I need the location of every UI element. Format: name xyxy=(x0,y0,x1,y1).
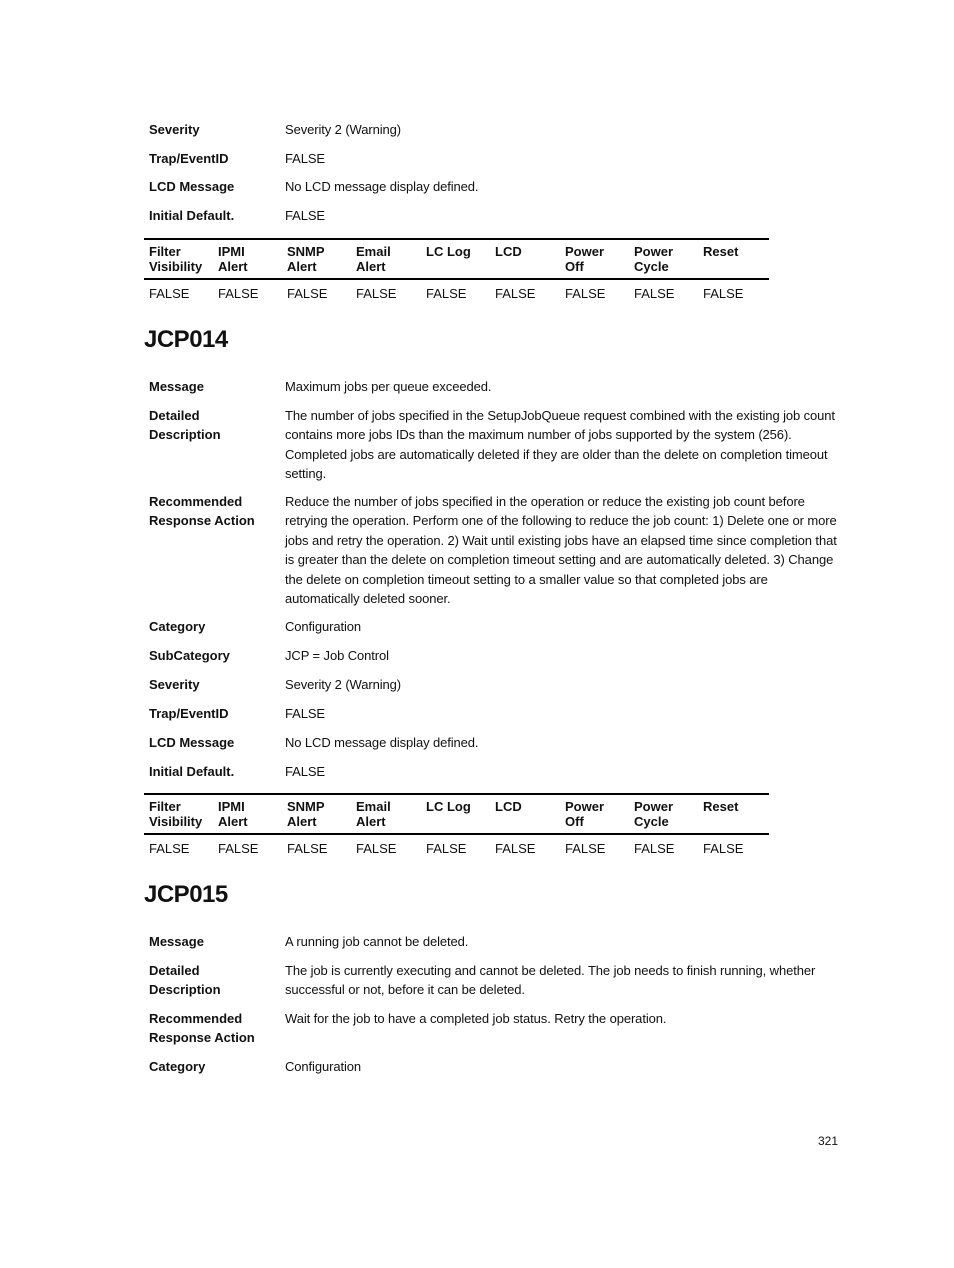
field-label: Recommended Response Action xyxy=(149,1011,255,1046)
column-header: SNMP Alert xyxy=(282,794,351,834)
column-header: Power Off xyxy=(560,794,629,834)
field-value: Reduce the number of jobs specified in the operation or reduce the existing job count before retrying the operation. Perform one of the following to reduce the job count: 1) Delete one or more jobs and retry the operation. 2) Wait until existing jobs have an elapsed time since completion that is greater than the delete on completion timeout setting and are automatically deleted. 3) Change the delete on completion timeout setting to a smaller value so that completed jobs are automatically deleted sooner. xyxy=(285,494,837,607)
column-header: LC Log xyxy=(421,794,490,834)
table-cell: FALSE xyxy=(149,841,190,856)
field-value: A running job cannot be deleted. xyxy=(285,934,469,949)
field-row xyxy=(149,377,839,396)
field-value: The job is currently executing and cannot be deleted. The job needs to finish running, whether successful or not, before it can be deleted. xyxy=(285,963,816,998)
field-label: Detailed Description xyxy=(149,408,221,443)
field-value: FALSE xyxy=(285,208,325,223)
field-label: Trap/EventID xyxy=(149,706,229,721)
field-label: LCD Message xyxy=(149,179,235,194)
table-cell: FALSE xyxy=(426,841,467,856)
section-heading-jcp014: JCP014 xyxy=(144,326,228,353)
field-label: Message xyxy=(149,934,204,949)
column-header: IPMI Alert xyxy=(213,794,282,834)
field-label: Initial Default. xyxy=(149,208,235,223)
table-cell: FALSE xyxy=(218,286,259,301)
field-label: Detailed Description xyxy=(149,963,221,998)
field-row xyxy=(149,675,839,694)
field-label: Initial Default. xyxy=(149,764,235,779)
field-label: Severity xyxy=(149,677,200,692)
field-label: SubCategory xyxy=(149,648,230,663)
field-value: Configuration xyxy=(285,619,362,634)
column-header: Reset xyxy=(698,239,769,279)
table-cell: FALSE xyxy=(703,841,744,856)
column-header: Power Cycle xyxy=(629,794,698,834)
table-cell: FALSE xyxy=(287,286,328,301)
field-value: No LCD message display defined. xyxy=(285,179,479,194)
field-row xyxy=(149,177,839,196)
table-cell: FALSE xyxy=(634,286,675,301)
column-header: Email Alert xyxy=(351,794,421,834)
table-cell: FALSE xyxy=(218,841,259,856)
table-cell: FALSE xyxy=(149,286,190,301)
field-value: FALSE xyxy=(285,151,325,166)
field-label: Category xyxy=(149,1059,206,1074)
field-value: Configuration xyxy=(285,1059,362,1074)
field-value: Severity 2 (Warning) xyxy=(285,677,401,692)
field-row xyxy=(149,1057,839,1076)
field-row xyxy=(149,733,839,752)
field-value: FALSE xyxy=(285,764,325,779)
field-label: Recommended Response Action xyxy=(149,494,255,529)
alert-flags-table xyxy=(144,238,769,302)
field-label: Category xyxy=(149,619,206,634)
column-header: Filter Visibility xyxy=(144,239,213,279)
column-header: LCD xyxy=(490,239,560,279)
column-header: Power Off xyxy=(560,239,629,279)
field-label: Severity xyxy=(149,122,200,137)
table-cell: FALSE xyxy=(426,286,467,301)
field-label: Trap/EventID xyxy=(149,151,229,166)
table-cell: FALSE xyxy=(356,286,397,301)
column-header: SNMP Alert xyxy=(282,239,351,279)
field-row xyxy=(149,961,839,1000)
field-value: FALSE xyxy=(285,706,325,721)
field-label: LCD Message xyxy=(149,735,235,750)
field-row xyxy=(149,149,839,168)
field-row xyxy=(149,1009,839,1048)
field-label: Message xyxy=(149,379,204,394)
field-row xyxy=(149,762,839,781)
table-cell: FALSE xyxy=(495,286,536,301)
field-value: The number of jobs specified in the SetupJobQueue request combined with the existing job count contains more jobs IDs than the maximum number of jobs supported by the system (256). Completed jobs are automatically deleted if they are older than the delete on completion timeout setting. xyxy=(285,408,835,482)
field-row xyxy=(149,120,839,139)
section-heading-jcp015: JCP015 xyxy=(144,881,228,908)
column-header: Reset xyxy=(698,794,769,834)
column-header: Filter Visibility xyxy=(144,794,213,834)
table-cell: FALSE xyxy=(565,286,606,301)
table-header-row xyxy=(144,239,769,279)
field-row xyxy=(149,646,839,665)
table-cell: FALSE xyxy=(565,841,606,856)
table-cell: FALSE xyxy=(703,286,744,301)
field-row xyxy=(149,617,839,636)
column-header: IPMI Alert xyxy=(213,239,282,279)
field-value: No LCD message display defined. xyxy=(285,735,479,750)
column-header: LC Log xyxy=(421,239,490,279)
column-header: LCD xyxy=(490,794,560,834)
table-header-row xyxy=(144,794,769,834)
column-header: Email Alert xyxy=(351,239,421,279)
table-cell: FALSE xyxy=(495,841,536,856)
field-value: Wait for the job to have a completed job status. Retry the operation. xyxy=(285,1011,667,1026)
alert-flags-table xyxy=(144,793,769,857)
column-header: Power Cycle xyxy=(629,239,698,279)
field-value: Maximum jobs per queue exceeded. xyxy=(285,379,492,394)
page-number: 321 xyxy=(818,1134,839,1148)
table-cell: FALSE xyxy=(356,841,397,856)
field-row xyxy=(149,932,839,951)
table-cell: FALSE xyxy=(287,841,328,856)
table-row xyxy=(144,279,769,302)
table-cell: FALSE xyxy=(634,841,675,856)
table-row xyxy=(144,834,769,857)
field-row xyxy=(149,406,839,484)
field-row xyxy=(149,492,839,608)
field-row xyxy=(149,704,839,723)
field-value: Severity 2 (Warning) xyxy=(285,122,401,137)
field-row xyxy=(149,206,839,225)
field-value: JCP = Job Control xyxy=(285,648,389,663)
